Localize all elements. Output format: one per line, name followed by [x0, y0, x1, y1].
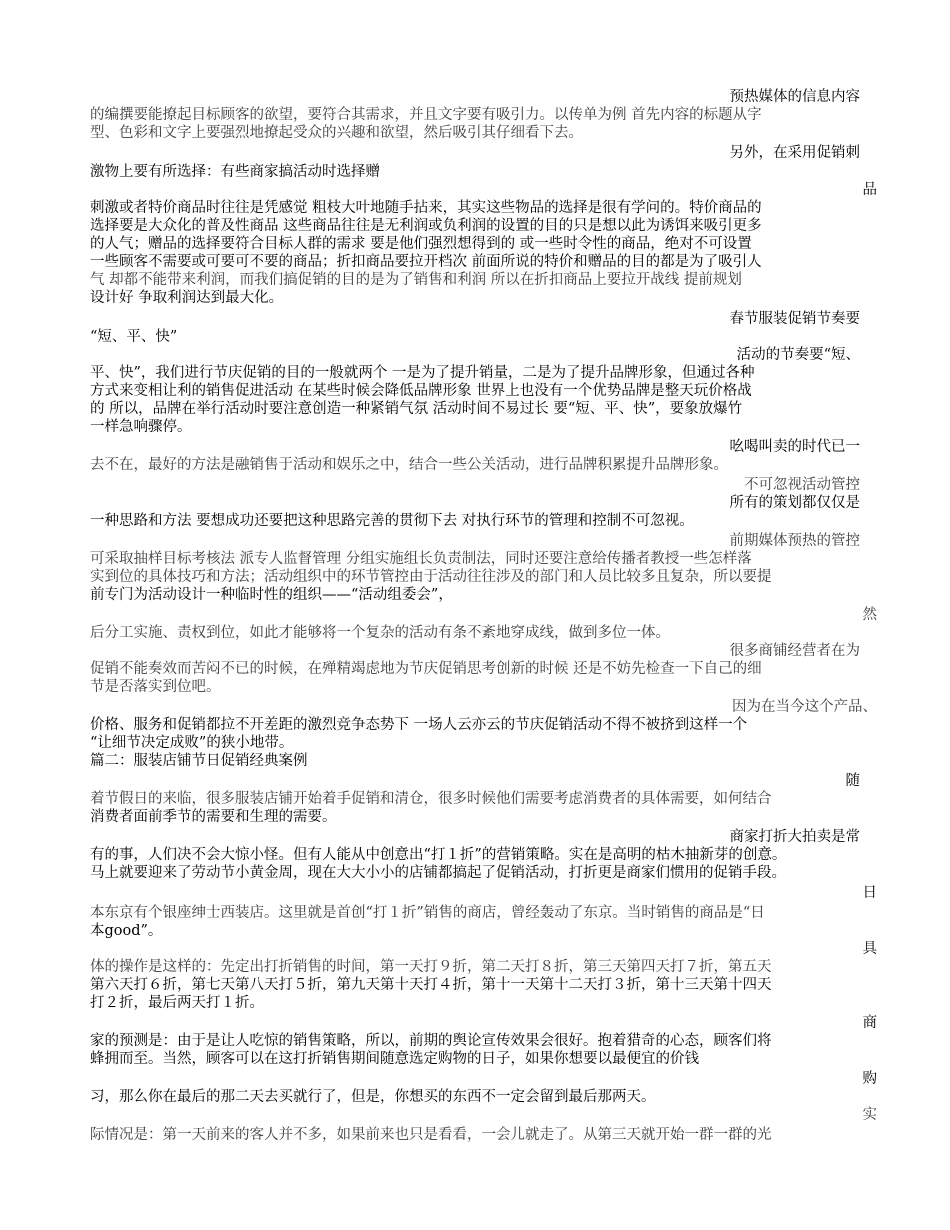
- text-line: 方式来变相让利的销售促进活动 在某些时候会降低品牌形象 世界上也没有一个优势品牌是整天玩价格战: [90, 383, 752, 399]
- text-line: 设计好 争取利润达到最大化。: [90, 290, 284, 306]
- text-line: 的人气；赠品的选择要符合目标人群的需求 要是他们强烈想得到的 或一些时令性的商品，绝对不可设置: [90, 236, 752, 252]
- text-line: 消费者面前季节的需要和生理的需要。: [90, 809, 337, 825]
- text-line: 预热媒体的信息内容: [729, 89, 860, 105]
- text-line: 可采取抽样目标考核法 派专人监督管理 分组实施组长负责制法，同时还要注意给传播者教授一些怎样落: [90, 551, 752, 567]
- text-line: 另外，在采用促销刺: [729, 145, 860, 161]
- text-line: 春节服装促销节奏要: [729, 311, 860, 327]
- text-line: 一种思路和方法 要想成功还要把这种思路完善的贯彻下去 对执行环节的管理和控制不可忽视。: [90, 513, 694, 529]
- text-line: 体的操作是这样的：先定出打折销售的时间，第一天打９折，第二天打８折，第三天第四天打７折，第五天: [90, 959, 772, 975]
- text-line: 的 所以，品牌在举行活动时要注意创造一种紧销气氛 活动时间不易过长 要“短、平、快”，要象放爆竹: [90, 401, 743, 417]
- text-line: 然: [862, 607, 877, 623]
- text-line: 选择要是大众化的普及性商品 这些商品往往是无利润或负利润的设置的目的只是想以此为诱饵来吸引更多: [90, 218, 762, 234]
- text-line: 第六天打６折，第七天第八天打５折，第九天第十天打４折，第十一天第十二天打３折，第十三天第十四天: [90, 977, 772, 993]
- text-line: 很多商铺经营者在为: [729, 643, 860, 659]
- text-line: 一些顾客不需要或可要可不要的商品；折扣商品要拉开档次 前面所说的特价和赠品的目的都是为了吸引人: [90, 254, 762, 270]
- text-line: 气 却都不能带来利润，而我们搞促销的目的是为了销售和利润 所以在折扣商品上要拉开战线 提前规划: [90, 272, 742, 288]
- text-line: 品: [862, 182, 877, 198]
- text-line: 有的事，人们决不会大惊小怪。但有人能从中创意出“打１折”的营销策略。实在是高明的枯木抽新芽的创意。: [90, 847, 787, 863]
- text-line: 商家打折大拍卖是常: [729, 829, 860, 845]
- text-line: 的编撰要能撩起目标顾客的欲望，要符合其需求，并且文字要有吸引力。以传单为例 首先内容的标题从字: [90, 107, 762, 123]
- text-line: 去不在，最好的方法是融销售于活动和娱乐之中，结合一些公关活动，进行品牌积累提升品牌形象。: [90, 457, 728, 473]
- text-line: 后分工实施、责权到位，如此才能够将一个复杂的活动有条不紊地穿成线，做到多位一体。: [90, 625, 670, 641]
- text-line: 吆喝叫卖的时代已一: [729, 439, 860, 455]
- text-line: 不可忽视活动管控: [744, 477, 860, 493]
- text-line: 前专门为活动设计一种临时性的组织——“活动组委会”，: [90, 587, 453, 603]
- text-line: 前期媒体预热的管控: [729, 533, 860, 549]
- text-line: 激物上要有所选择：有些商家搞活动时选择赠: [90, 164, 380, 180]
- text-line: 本东京有个银座绅士西装店。这里就是首创“打１折”销售的商店，曾经轰动了东京。当时销售的商品是“日: [90, 905, 765, 921]
- text-line: 商: [862, 1015, 877, 1031]
- text-line: 活动的节奏要“短、: [736, 347, 860, 363]
- text-line: 随: [845, 773, 860, 789]
- text-line: 实到位的具体技巧和方法；活动组织中的环节管控由于活动往往涉及的部门和人员比较多且复杂，所以要提: [90, 569, 772, 585]
- text-line: 促销不能奏效而苦闷不已的时候，在殚精竭虑地为节庆促销思考创新的时候 还是不妨先检查一下自己的细: [90, 661, 762, 677]
- text-line: 际情况是：第一天前来的客人并不多，如果前来也只是看看，一会儿就走了。从第三天就开始一群一群的光: [90, 1127, 772, 1143]
- text-line: 习，那么你在最后的那二天去买就行了，但是，你想买的东西不一定会留到最后那两天。: [90, 1089, 656, 1105]
- text-line: 所有的策划都仅仅是: [729, 495, 860, 511]
- text-line: “让细节决定成败”的狭小地带。: [90, 735, 294, 751]
- text-line: 购: [862, 1071, 877, 1087]
- text-line: 马上就要迎来了劳动节小黄金周，现在大大小小的店铺都搞起了促销活动，打折更是商家们惯用的促销手段。: [90, 865, 786, 881]
- text-line: “短、平、快”: [90, 329, 178, 345]
- text-line: 打２折，最后两天打１折。: [90, 995, 264, 1011]
- text-line: 因为在当今这个产品、: [732, 699, 877, 715]
- text-line: 着节假日的来临，很多服装店铺开始着手促销和清仓，很多时候他们需要考虑消费者的具体需要，如何结合: [90, 791, 772, 807]
- text-line: 刺激或者特价商品时往往是凭感觉 粗枝大叶地随手拈来，其实这些物品的选择是很有学问的。特价商品的: [90, 200, 762, 216]
- text-line: 实: [862, 1107, 877, 1123]
- text-line: 本good”。: [90, 923, 163, 939]
- text-line: 一样急响骤停。: [90, 419, 192, 435]
- text-line: 蜂拥而至。当然，顾客可以在这打折销售期间随意选定购物的日子，如果你想要以最便宜的价钱: [90, 1051, 699, 1067]
- text-line: 节是否落实到位吧。: [90, 679, 221, 695]
- text-line: 价格、服务和促销都拉不开差距的激烈竞争态势下 一场人云亦云的节庆促销活动不得不被挤到这样一个: [90, 717, 748, 733]
- text-line: 平、快”，我们进行节庆促销的目的一般就两个 一是为了提升销量，二是为了提升品牌形象，但通过各种: [90, 365, 755, 381]
- text-line: 型、色彩和文字上要强烈地撩起受众的兴趣和欲望，然后吸引其仔细看下去。: [90, 125, 583, 141]
- text-line: 篇二：服装店铺节日促销经典案例: [90, 753, 308, 769]
- text-line: 日: [862, 885, 877, 901]
- text-line: 家的预测是：由于是让人吃惊的销售策略，所以，前期的舆论宣传效果会很好。抱着猎奇的心态，顾客们将: [90, 1033, 772, 1049]
- text-line: 具: [862, 941, 877, 957]
